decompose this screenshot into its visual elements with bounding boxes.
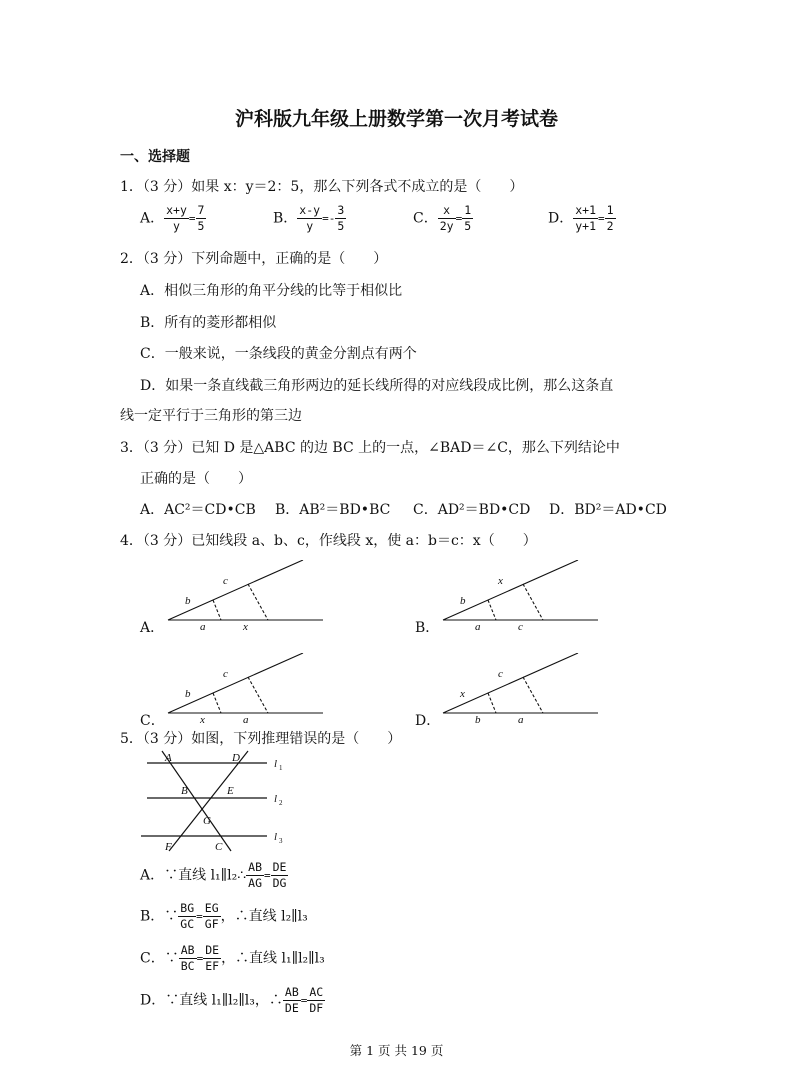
q4-diagram-a	[163, 560, 328, 635]
q5-lhs-fraction-denominator: AG	[248, 876, 262, 890]
q1-lhs-fraction-numerator: x+1	[575, 203, 597, 217]
q5-rhs-fraction-denominator: DG	[272, 876, 287, 890]
q1-lhs-fraction-numerator: x	[438, 203, 456, 219]
q5-rhs-fraction	[203, 943, 221, 974]
label-G: G	[203, 815, 211, 827]
equals-sign: =	[196, 952, 204, 965]
label-l2-sub: 2	[279, 799, 283, 807]
label-A: A	[165, 752, 172, 764]
q3-option-c: C．AD²＝BD•CD	[413, 502, 531, 518]
q5-lhs-fraction	[178, 901, 196, 932]
q5-lhs-fraction-numerator: AB	[248, 860, 262, 874]
segment-label-upper2: c	[498, 668, 503, 680]
q5-rhs-fraction	[307, 985, 325, 1016]
segment-label-lower1: x	[200, 714, 205, 726]
parallel-dashed-1	[488, 693, 496, 713]
q5-lhs-fraction-numerator: AB	[180, 943, 195, 957]
equals-sign: =	[598, 212, 605, 225]
q1-option-d	[548, 203, 616, 234]
segment-label-lower2: a	[518, 714, 524, 726]
segment-label-lower2: x	[243, 621, 248, 633]
label-l1: l	[274, 758, 278, 770]
q2-option-d-line2: 线一定平行于三角形的第三边	[120, 408, 302, 424]
q3-option-a: A．AC²＝CD•CB	[140, 502, 256, 518]
q5-option-d	[140, 985, 325, 1016]
q1-lhs-fraction	[297, 203, 322, 234]
segment-label-lower1: a	[475, 621, 481, 633]
q5-lhs-fraction-numerator: BG	[180, 901, 195, 915]
q5-parallel-lines-figure	[135, 748, 295, 853]
q3-option-b: B．AB²＝BD•BC	[275, 502, 391, 518]
q5-option-c	[140, 943, 325, 974]
equals-sign: =	[300, 994, 308, 1007]
option-label: C．	[413, 210, 438, 227]
option-label: C．	[140, 950, 165, 967]
q1-rhs-fraction-numerator: 1	[606, 203, 614, 217]
q1-lhs-fraction	[164, 203, 189, 234]
q4-diagram-c	[163, 653, 328, 728]
q1-rhs-fraction-denominator: 2	[606, 219, 614, 233]
slant-ray	[443, 653, 578, 713]
segment-label-upper1: b	[460, 595, 466, 607]
q1-lhs-fraction-denominator: y	[173, 219, 180, 233]
page-footer: 第 1 页 共 19 页	[349, 1043, 444, 1058]
q5-rhs-fraction-numerator: DE	[205, 943, 220, 957]
q5-lhs-fraction	[179, 943, 197, 974]
q4-stem: 4．（3 分）已知线段 a、b、c，作线段 x，使 a：b＝c：x（ ）	[120, 533, 537, 549]
segment-label-lower1: a	[200, 621, 206, 633]
slant-ray	[443, 560, 578, 620]
q1-lhs-fraction	[438, 203, 456, 234]
slant-ray	[168, 653, 303, 713]
q1-lhs-fraction-denominator: y+1	[575, 219, 597, 233]
q1-option-a	[140, 203, 206, 234]
q5-rhs-fraction-numerator: EG	[204, 901, 219, 915]
parallel-dashed-1	[213, 600, 221, 620]
q1-stem: 1．（3 分）如果 x：y＝2：5，那么下列各式不成立的是（ ）	[120, 179, 524, 195]
equals-sign: =	[264, 869, 271, 882]
q1-rhs-fraction	[462, 203, 473, 234]
q1-lhs-fraction-denominator: y	[306, 219, 314, 233]
q5-lhs-fraction-denominator: BC	[180, 959, 195, 973]
label-l3: l	[274, 831, 278, 843]
q5-option-a	[140, 860, 288, 891]
q5-lhs-fraction	[246, 860, 264, 891]
q1-rhs-fraction	[196, 203, 207, 234]
q1-lhs-fraction	[573, 203, 598, 234]
q1-option-c	[413, 203, 473, 234]
q5-rhs-fraction-numerator: AC	[309, 985, 324, 999]
q5-stem: 5．（3 分）如图，下列推理错误的是（ ）	[120, 731, 402, 747]
equals-sign: =	[455, 212, 463, 225]
q3-stem-line2: 正确的是（ ）	[140, 471, 252, 487]
label-C: C	[215, 841, 223, 853]
segment-label-upper1: b	[185, 595, 191, 607]
segment-label-upper2: c	[223, 668, 228, 680]
option-label: B．	[273, 210, 298, 227]
label-B: B	[181, 785, 188, 797]
option-label: D．	[548, 210, 574, 227]
label-F: F	[165, 841, 172, 853]
parallel-dashed-2	[523, 584, 543, 620]
option-label: B．	[140, 908, 165, 925]
segment-label-lower2: c	[518, 621, 523, 633]
q4-diagram-d	[438, 653, 603, 728]
q5-option-b	[140, 901, 308, 932]
q1-rhs-fraction-denominator: 5	[197, 219, 205, 233]
q2-option-d-line1: D．如果一条直线截三角形两边的延长线所得的对应线段成比例，那么这条直	[140, 378, 614, 394]
parallel-dashed-2	[523, 677, 543, 713]
q3-stem-line1: 3．（3 分）已知 D 是△ABC 的边 BC 上的一点，∠BAD＝∠C，那么下列结论中	[120, 440, 620, 456]
q1-lhs-fraction-numerator: x-y	[299, 203, 321, 217]
premise-text: ∵	[164, 950, 179, 967]
segment-label-lower2: a	[243, 714, 249, 726]
q5-lhs-fraction-denominator: GC	[180, 917, 195, 931]
q2-option-c: C．一般来说，一条线段的黄金分割点有两个	[140, 346, 417, 362]
option-label: A．	[140, 867, 165, 884]
premise-text: ∵	[164, 908, 179, 925]
premise-text: ∵直线 l₁∥l₂∴	[164, 867, 247, 884]
q5-lhs-fraction	[283, 985, 301, 1016]
q4-option-d-label: D．	[415, 713, 441, 729]
label-E: E	[227, 785, 234, 797]
q5-rhs-fraction-denominator: GF	[204, 917, 219, 931]
q1-rhs-fraction	[605, 203, 616, 234]
q5-rhs-fraction-denominator: DF	[309, 1001, 324, 1015]
segment-label-upper1: x	[460, 688, 465, 700]
q3-option-d: D．BD²＝AD•CD	[549, 502, 667, 518]
q1-lhs-fraction-denominator: 2y	[439, 219, 454, 233]
label-l3-sub: 3	[279, 837, 283, 845]
q1-rhs-fraction-denominator: 5	[337, 219, 345, 233]
conclusion-text: ，∴直线 l₁∥l₂∥l₃	[221, 950, 325, 967]
label-l1-sub: 1	[279, 764, 283, 772]
q1-rhs-fraction-numerator: 1	[464, 203, 472, 217]
equals-sign: =	[188, 212, 196, 225]
q1-lhs-fraction-numerator: x+y	[166, 203, 187, 217]
q4-option-b-label: B．	[415, 620, 440, 636]
equals-sign: =-	[322, 212, 336, 225]
q1-rhs-fraction-numerator: 7	[197, 203, 205, 217]
q1-rhs-fraction	[335, 203, 346, 234]
parallel-dashed-2	[248, 677, 268, 713]
option-label: A．	[140, 210, 165, 227]
q2-option-b: B．所有的菱形都相似	[140, 315, 277, 331]
segment-label-upper1: b	[185, 688, 191, 700]
q5-lhs-fraction-denominator: DE	[284, 1001, 299, 1015]
option-label: D．	[140, 992, 166, 1009]
q2-option-a: A．相似三角形的角平分线的比等于相似比	[140, 283, 403, 299]
parallel-dashed-1	[213, 693, 221, 713]
q5-rhs-fraction	[203, 901, 221, 932]
q5-rhs-fraction	[271, 860, 289, 891]
parallel-dashed-2	[248, 584, 268, 620]
q1-rhs-fraction-denominator: 5	[464, 219, 472, 233]
segment-label-lower1: b	[475, 714, 481, 726]
conclusion-text: ，∴直线 l₂∥l₃	[220, 908, 308, 925]
slant-ray	[168, 560, 303, 620]
q4-diagram-b	[438, 560, 603, 635]
premise-text: ∵直线 l₁∥l₂∥l₃，∴	[165, 992, 283, 1009]
q5-rhs-fraction-numerator: DE	[272, 860, 287, 874]
segment-label-upper2: x	[498, 575, 503, 587]
q1-rhs-fraction-numerator: 3	[337, 203, 345, 217]
parallel-dashed-1	[488, 600, 496, 620]
label-D: D	[232, 752, 240, 764]
q4-option-a-label: A．	[140, 620, 165, 636]
q2-stem: 2．（3 分）下列命题中，正确的是（ ）	[120, 251, 388, 267]
q1-option-b	[273, 203, 346, 234]
q5-lhs-fraction-numerator: AB	[284, 985, 299, 999]
q4-option-c-label: C．	[140, 713, 165, 729]
section-heading: 一、选择题	[120, 149, 190, 165]
equals-sign: =	[196, 910, 203, 923]
label-l2: l	[274, 793, 278, 805]
page-title: 沪科版九年级上册数学第一次月考试卷	[234, 108, 558, 130]
q5-rhs-fraction-denominator: EF	[205, 959, 220, 973]
segment-label-upper2: c	[223, 575, 228, 587]
